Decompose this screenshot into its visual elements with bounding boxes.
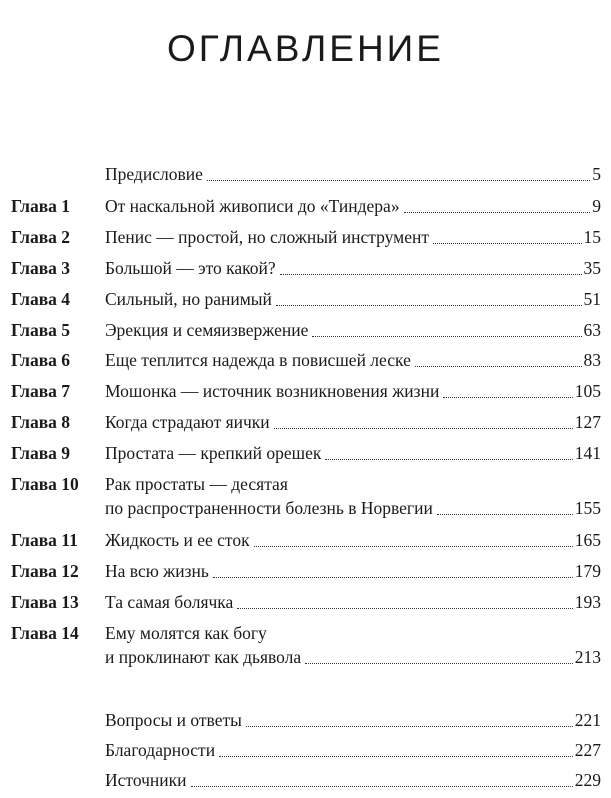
entry-leader-line xyxy=(105,287,601,311)
dot-leader xyxy=(213,576,573,578)
dot-leader xyxy=(433,242,581,244)
dot-leader xyxy=(437,513,573,515)
dot-leader xyxy=(280,273,582,275)
entry-title: Благодарности xyxy=(105,740,216,760)
entry-body xyxy=(105,379,601,403)
page-number: 35 xyxy=(583,258,601,278)
entry-body xyxy=(105,256,601,280)
chapter-label: Глава 14 xyxy=(11,623,79,643)
entry-leader-line xyxy=(105,708,601,732)
entry-leader-line xyxy=(105,256,601,280)
entry-leader-line xyxy=(105,441,601,465)
dot-leader xyxy=(404,211,591,213)
chapter-label: Глава 10 xyxy=(11,474,79,494)
entry-title: Источники xyxy=(105,770,187,790)
entry-body xyxy=(105,621,601,669)
entry-leader-line xyxy=(105,225,601,249)
entry-body xyxy=(105,162,601,186)
entry-body xyxy=(105,410,601,434)
entry-title: Мошонка — источник возникновения жизни xyxy=(105,381,440,401)
entry-leader-line xyxy=(105,528,601,552)
page-number: 229 xyxy=(574,770,601,790)
page-number: 9 xyxy=(592,196,601,216)
page-number: 141 xyxy=(574,443,601,463)
entry-body xyxy=(105,287,601,311)
entry-title: Простата — крепкий орешек xyxy=(105,443,322,463)
entry-leader-line xyxy=(105,496,601,520)
dot-leader xyxy=(312,335,581,337)
entry-title: Та самая болячка xyxy=(105,592,234,612)
dot-leader xyxy=(219,755,573,757)
chapter-label: Глава 3 xyxy=(11,258,71,278)
entry-title: Когда страдают яички xyxy=(105,412,270,432)
page-number: 193 xyxy=(574,592,601,612)
entry-title: Большой — это какой? xyxy=(105,258,276,278)
chapter-label: Глава 11 xyxy=(11,530,78,550)
dot-leader xyxy=(325,458,572,460)
page-number: 227 xyxy=(574,740,601,760)
entry-leader-line xyxy=(105,590,601,614)
entry-body xyxy=(105,441,601,465)
chapter-label: Глава 8 xyxy=(11,412,71,432)
entry-leader-line xyxy=(105,559,601,583)
entry-body xyxy=(105,590,601,614)
dot-leader xyxy=(305,662,573,664)
chapter-label: Глава 13 xyxy=(11,592,79,612)
entry-leader-line xyxy=(105,318,601,342)
entry-body xyxy=(105,472,601,520)
entry-body xyxy=(105,225,601,249)
chapter-label: Глава 9 xyxy=(11,443,71,463)
page-number: 63 xyxy=(583,320,601,340)
entry-leader-line xyxy=(105,768,601,792)
entry-title: Эрекция и семяизвержение xyxy=(105,320,309,340)
entry-title: Вопросы и ответы xyxy=(105,710,242,730)
entry-leader-line xyxy=(105,162,601,186)
chapter-label: Глава 5 xyxy=(11,320,71,340)
chapter-label: Глава 2 xyxy=(11,227,71,247)
entry-body xyxy=(105,318,601,342)
entry-title: Жидкость и ее сток xyxy=(105,530,250,550)
dot-leader xyxy=(276,304,582,306)
page-number: 155 xyxy=(574,498,601,518)
entry-leader-line xyxy=(105,738,601,762)
entry-leader-line xyxy=(105,645,601,669)
page-number: 221 xyxy=(574,710,601,730)
entry-leader-line xyxy=(105,194,601,218)
page-number: 213 xyxy=(574,647,601,667)
dot-leader xyxy=(443,396,572,398)
entry-body xyxy=(105,708,601,732)
dot-leader xyxy=(237,607,572,609)
page-number: 105 xyxy=(574,381,601,401)
chapter-label: Глава 1 xyxy=(11,196,71,216)
entry-title: От наскальной живописи до «Тиндера» xyxy=(105,196,400,216)
entry-title-line2: по распространенности болезнь в Норвегии xyxy=(105,498,433,518)
entry-body xyxy=(105,348,601,372)
chapter-label: Глава 12 xyxy=(11,561,79,581)
entry-title-line1: Рак простаты — десятая xyxy=(105,474,288,494)
chapter-label: Глава 4 xyxy=(11,289,71,309)
page-number: 83 xyxy=(583,350,601,370)
dot-leader xyxy=(415,365,582,367)
entry-title: Пенис — простой, но сложный инструмент xyxy=(105,227,430,247)
page-number: 15 xyxy=(583,227,601,247)
page-number: 127 xyxy=(574,412,601,432)
entry-title: Еще теплится надежда в повисшей леске xyxy=(105,350,411,370)
entry-title-line1: Ему молятся как богу xyxy=(105,623,267,643)
chapter-label: Глава 7 xyxy=(11,381,71,401)
entry-title-line2: и проклинают как дьявола xyxy=(105,647,302,667)
page-number: 165 xyxy=(574,530,601,550)
entry-body xyxy=(105,528,601,552)
entry-title: На всю жизнь xyxy=(105,561,209,581)
dot-leader xyxy=(191,785,573,787)
entry-title: Предисловие xyxy=(105,164,203,184)
dot-leader xyxy=(207,179,590,181)
entry-leader-line xyxy=(105,348,601,372)
page-title: ОГЛАВЛЕНИЕ xyxy=(167,27,444,69)
page-number: 179 xyxy=(574,561,601,581)
page-number: 5 xyxy=(592,164,601,184)
dot-leader xyxy=(274,427,573,429)
entry-body xyxy=(105,768,601,792)
entry-body xyxy=(105,559,601,583)
dot-leader xyxy=(254,545,573,547)
entry-title: Сильный, но ранимый xyxy=(105,289,272,309)
chapter-label: Глава 6 xyxy=(11,350,71,370)
page-number: 51 xyxy=(583,289,601,309)
entry-body xyxy=(105,738,601,762)
dot-leader xyxy=(246,725,573,727)
entry-body xyxy=(105,194,601,218)
entry-leader-line xyxy=(105,410,601,434)
entry-leader-line xyxy=(105,379,601,403)
